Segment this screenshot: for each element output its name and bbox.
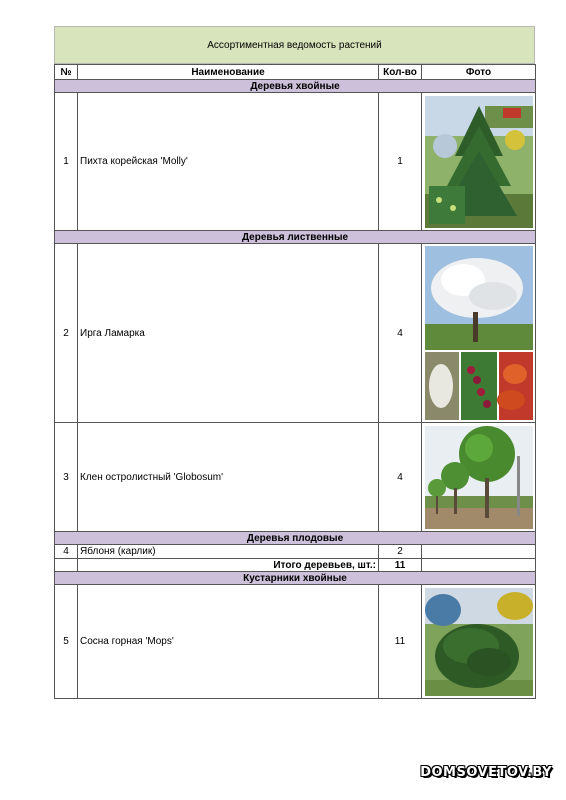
table-row [55,585,536,699]
row-photo [422,545,536,559]
table-header-row [55,65,536,80]
row-photo [422,244,536,423]
row-num: 4 [55,545,78,559]
row-name: Яблоня (карлик) [78,545,379,559]
table-row [55,545,536,559]
section-row-fruit-trees [55,532,536,545]
row-num: 5 [55,585,78,699]
row-photo [422,423,536,532]
header-photo: Фото [422,65,536,80]
total-value: 11 [379,559,422,572]
total-label: Итого деревьев, шт.: [78,559,379,572]
mountain-pine-photo [425,588,533,696]
table-row [55,93,536,231]
header-num: № [55,65,78,80]
row-photo [422,93,536,231]
row-name: Пихта корейская 'Molly' [78,93,379,231]
row-photo [422,585,536,699]
table-row [55,423,536,532]
section-title: Кустарники хвойные [55,572,536,585]
document-title: Ассортиментная ведомость растений [54,26,535,64]
header-qty: Кол-во [379,65,422,80]
row-name: Клен остролистный 'Globosum' [78,423,379,532]
watermark: DOMSOVETOV.BY [420,765,552,780]
row-qty: 1 [379,93,422,231]
row-qty: 11 [379,585,422,699]
maple-globosum-photo [425,426,533,529]
section-row-conifer-shrubs [55,572,536,585]
fir-tree-photo [425,96,533,228]
plants-table [54,64,536,699]
row-name: Ирга Ламарка [78,244,379,423]
row-qty: 4 [379,423,422,532]
row-name: Сосна горная 'Mops' [78,585,379,699]
table-row [55,244,536,423]
assortment-sheet [54,26,535,699]
section-row-conifer-trees [55,80,536,93]
row-qty: 4 [379,244,422,423]
section-title: Деревья хвойные [55,80,536,93]
header-name: Наименование [78,65,379,80]
section-title: Деревья плодовые [55,532,536,545]
section-row-deciduous-trees [55,231,536,244]
serviceberry-photo [425,246,533,420]
row-qty: 2 [379,545,422,559]
section-title: Деревья лиственные [55,231,536,244]
row-num: 1 [55,93,78,231]
row-num: 3 [55,423,78,532]
total-row [55,559,536,572]
row-num: 2 [55,244,78,423]
